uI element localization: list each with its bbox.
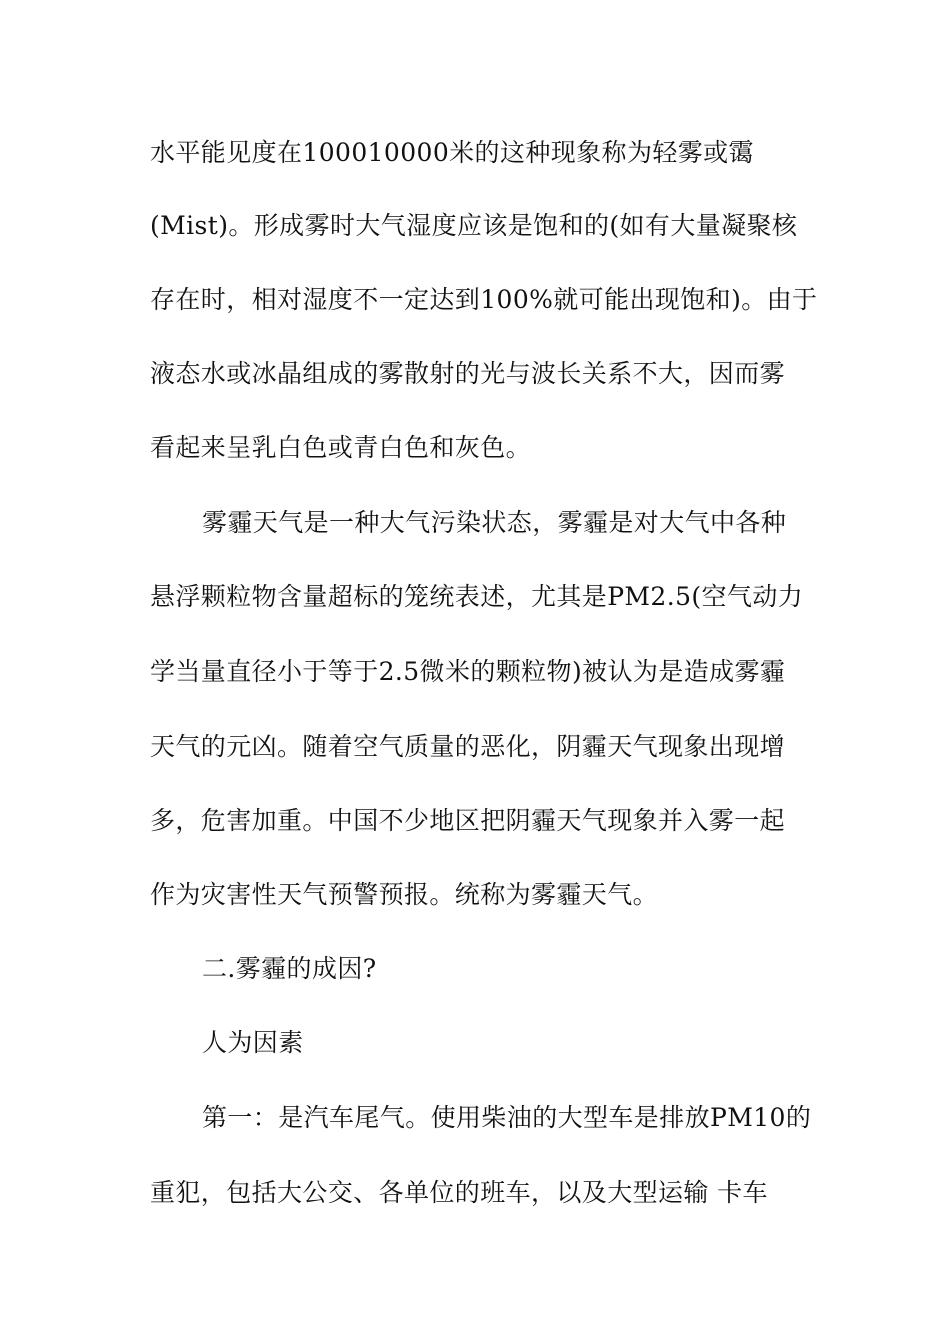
text-line: 存在时，相对湿度不一定达到100%就可能出现饱和)。由于 — [150, 285, 818, 314]
text-line: 第一：是汽车尾气。使用柴油的大型车是排放PM10的 — [202, 1103, 812, 1132]
text-line: 悬浮颗粒物含量超标的笼统表述，尤其是PM2.5(空气动力 — [150, 582, 804, 611]
text-line: 学当量直径小于等于2.5微米的颗粒物)被认为是造成雾霾 — [150, 657, 786, 686]
text-line: 天气的元凶。随着空气质量的恶化，阴霾天气现象出现增 — [150, 732, 786, 761]
text-line: 雾霾天气是一种大气污染状态，雾霾是对大气中各种 — [202, 508, 787, 537]
text-line: 多，危害加重。中国不少地区把阴霾天气现象并入雾一起 — [150, 806, 786, 835]
section-heading: 二.雾霾的成因? — [202, 954, 377, 983]
text-line: (Mist)。形成雾时大气湿度应该是饱和的(如有大量凝聚核 — [150, 211, 798, 240]
text-line: 水平能见度在100010000米的这种现象称为轻雾或霭 — [150, 138, 754, 167]
text-line: 重犯，包括大公交、各单位的班车，以及大型运输 卡车 — [150, 1178, 768, 1207]
text-line: 液态水或冰晶组成的雾散射的光与波长关系不大，因而雾 — [150, 359, 786, 388]
text-line: 看起来呈乳白色或青白色和灰色。 — [150, 433, 532, 462]
text-line: 作为灾害性天气预警预报。统称为雾霾天气。 — [150, 880, 659, 909]
subsection-heading: 人为因素 — [202, 1028, 304, 1057]
